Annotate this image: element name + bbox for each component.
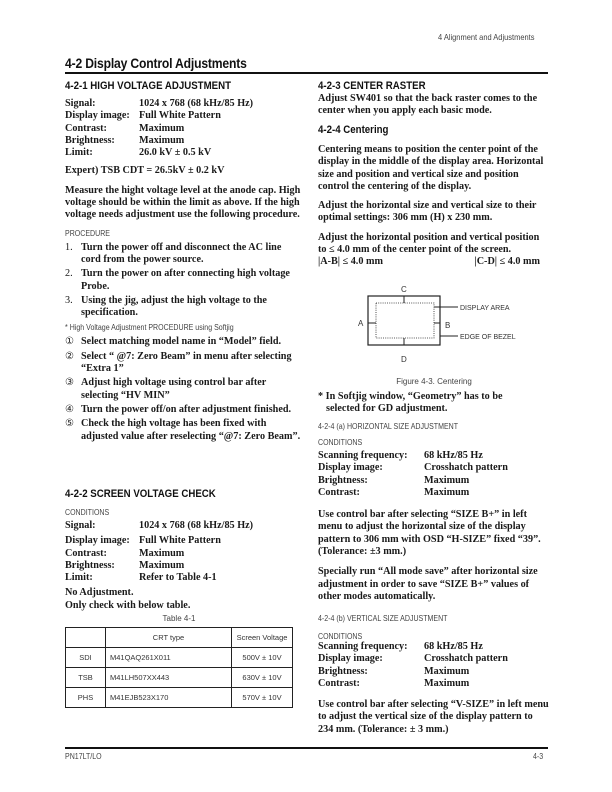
table-cell: 570V ± 10V bbox=[232, 688, 293, 708]
spec-key: Display image: bbox=[318, 462, 383, 474]
section-heading: 4-2-3 CENTER RASTER bbox=[318, 80, 426, 92]
tolerance-row bbox=[318, 256, 550, 268]
spec-value: Full White Pattern bbox=[139, 535, 221, 547]
label-c: C bbox=[401, 285, 407, 294]
no-adjustment-note: No Adjustment. bbox=[65, 587, 134, 599]
spec-key: Brightness: bbox=[65, 134, 115, 146]
spec-key: Display image: bbox=[65, 110, 130, 122]
spec-list bbox=[318, 641, 550, 690]
section-4-2-4a bbox=[318, 422, 550, 603]
label-b: B bbox=[445, 321, 451, 330]
spec-key: Scanning frequency: bbox=[318, 450, 408, 461]
section-4-2-4b bbox=[318, 614, 550, 736]
spec-value: Crosshatch pattern bbox=[424, 653, 508, 665]
spec-key: Brightness: bbox=[65, 559, 115, 571]
header-cell: Screen Voltage bbox=[232, 628, 293, 648]
step-number: ⑤ bbox=[65, 418, 75, 430]
spec-key: Signal: bbox=[65, 520, 96, 531]
conditions-label: CONDITIONS bbox=[318, 438, 363, 447]
step-number: 3. bbox=[65, 294, 73, 306]
table-row bbox=[66, 688, 293, 708]
footer-rule bbox=[65, 747, 548, 749]
spec-value: 1024 x 768 (68 kHz/85 Hz) bbox=[139, 520, 254, 531]
step-number: ① bbox=[65, 336, 75, 348]
ab-tolerance: |A-B| ≤ 4.0 mm bbox=[318, 256, 383, 268]
spec-key: Signal: bbox=[65, 98, 96, 109]
display-area-rect bbox=[376, 303, 434, 338]
softjig-steps bbox=[65, 336, 301, 442]
table-row bbox=[66, 668, 293, 688]
spec-list bbox=[65, 520, 301, 584]
spec-value: Maximum bbox=[424, 486, 470, 498]
table-cell: 500V ± 10V bbox=[232, 648, 293, 668]
figure-caption: Figure 4-3. Centering bbox=[396, 377, 472, 386]
paragraph: Measure the hight voltage level at the anode cap. High voltage should be within the limit as above. If the high voltage needs adjustment use the following procedure. bbox=[65, 184, 301, 221]
procedure-steps bbox=[65, 242, 301, 320]
spec-value: Refer to Table 4-1 bbox=[139, 572, 217, 584]
spec-key: Brightness: bbox=[318, 474, 368, 486]
section-heading: 4-2-4 Centering bbox=[318, 124, 389, 136]
table-cell: PHS bbox=[66, 688, 106, 708]
section-4-2-3 bbox=[318, 80, 550, 118]
expert-spec: Expert) TSB CDT = 26.5kV ± 0.2 kV bbox=[65, 165, 225, 177]
section-heading: 4-2-2 SCREEN VOLTAGE CHECK bbox=[65, 488, 216, 500]
spec-value: Maximum bbox=[139, 134, 185, 146]
step-number: ② bbox=[65, 350, 75, 362]
section-heading: 4-2-4 (a) HORIZONTAL SIZE ADJUSTMENT bbox=[318, 422, 459, 431]
footer-model: PN17LT/LO bbox=[65, 752, 102, 761]
label-a: A bbox=[358, 319, 364, 328]
spec-key: Limit: bbox=[65, 572, 93, 584]
display-area-label: DISPLAY AREA bbox=[460, 305, 510, 312]
spec-key: Contrast: bbox=[65, 547, 107, 559]
header-cell: CRT type bbox=[106, 628, 232, 648]
spec-key: Display image: bbox=[318, 653, 383, 665]
step-text: Select “ @7: Zero Beam” in menu after selecting “Extra 1” bbox=[81, 350, 292, 375]
spec-value: Full White Pattern bbox=[139, 110, 221, 122]
section-4-2-1 bbox=[65, 80, 301, 445]
spec-key: Contrast: bbox=[318, 677, 360, 689]
step-text: Turn the power off/on after adjustment finished. bbox=[81, 403, 292, 415]
spec-value: Crosshatch pattern bbox=[424, 462, 508, 474]
paragraph: Adjust the horizontal position and vertical position to ≤ 4.0 mm of the center point of the screen. bbox=[318, 231, 540, 256]
spec-value: Maximum bbox=[424, 665, 470, 677]
table-row bbox=[66, 648, 293, 668]
page-title: 4-2 Display Control Adjustments bbox=[65, 56, 247, 71]
title-rule bbox=[65, 72, 548, 74]
spec-list bbox=[318, 450, 550, 499]
spec-value: Maximum bbox=[424, 677, 470, 689]
cd-tolerance: |C-D| ≤ 4.0 mm bbox=[474, 256, 540, 268]
screen-voltage-table bbox=[65, 627, 293, 708]
spec-key: Scanning frequency: bbox=[318, 641, 408, 652]
spec-value: 68 kHz/85 Hz bbox=[424, 641, 483, 652]
table-cell: SDI bbox=[66, 648, 106, 668]
paragraph: Use control bar after selecting “SIZE B+” in left menu to adjust the horizontal size of the display pattern to 306 mm with OSD “H-SIZE” fixed “39”. (Tolerance: ±3 mm.) bbox=[318, 509, 541, 558]
step-text: Select matching model name in “Model” field. bbox=[81, 336, 282, 348]
paragraph: Centering means to position the center point of the display in the middle of the display area. Horizontal size and position and vertical size and position control the centering of the display. bbox=[318, 144, 544, 192]
page-number: 4-3 bbox=[533, 752, 544, 761]
centering-figure bbox=[350, 283, 530, 365]
spec-key: Display image: bbox=[65, 535, 130, 547]
section-4-2-4 bbox=[318, 124, 550, 269]
spec-value: Maximum bbox=[424, 474, 470, 486]
check-note: Only check with below table. bbox=[65, 599, 191, 611]
conditions-label: CONDITIONS bbox=[65, 508, 110, 517]
spec-list bbox=[65, 98, 301, 159]
paragraph: Use control bar after selecting “V-SIZE” in left menu to adjust the vertical size of the display pattern to 234 mm. (Tolerance: ± 3 mm.) bbox=[318, 699, 549, 735]
section-4-2-2 bbox=[65, 488, 301, 708]
spec-value: 68 kHz/85 Hz bbox=[424, 450, 483, 461]
section-heading: 4-2-4 (b) VERTICAL SIZE ADJUSTMENT bbox=[318, 614, 448, 623]
spec-key: Limit: bbox=[65, 147, 93, 159]
table-cell: M41EJB523X170 bbox=[106, 688, 232, 708]
spec-key: Brightness: bbox=[318, 665, 368, 677]
table-cell: TSB bbox=[66, 668, 106, 688]
section-heading: 4-2-1 HIGH VOLTAGE ADJUSTMENT bbox=[65, 80, 232, 92]
spec-key: Contrast: bbox=[318, 486, 360, 498]
softjig-note: * In Softjig window, “Geometry” has to be selected for GD adjustment. bbox=[318, 391, 503, 415]
table-caption: Table 4-1 bbox=[162, 614, 196, 624]
step-text: Check the high voltage has been fixed with adjusted value after reselecting “@7: Zero Beam”. bbox=[81, 418, 301, 442]
table-cell: M41QAQ261X011 bbox=[106, 648, 232, 668]
step-text: Using the jig, adjust the high voltage to the specification. bbox=[81, 294, 267, 319]
paragraph: Adjust SW401 so that the back raster comes to the center when you apply each basic mode. bbox=[318, 93, 538, 117]
spec-value: Maximum bbox=[139, 559, 185, 571]
paragraph: Adjust the horizontal size and vertical size to their optimal settings: 306 mm (H) x 230 mm. bbox=[318, 200, 537, 224]
step-text: Turn the power off and disconnect the AC line cord from the power source. bbox=[81, 241, 282, 265]
label-d: D bbox=[401, 355, 407, 364]
conditions-label: CONDITIONS bbox=[318, 632, 363, 641]
table-header-row bbox=[66, 628, 293, 648]
spec-value: 26.0 kV ± 0.5 kV bbox=[139, 147, 212, 159]
chapter-header: 4 Alignment and Adjustments bbox=[438, 32, 535, 42]
procedure-label: PROCEDURE bbox=[65, 228, 110, 238]
spec-value: 1024 x 768 (68 kHz/85 Hz) bbox=[139, 98, 254, 109]
bezel-label: EDGE OF BEZEL bbox=[460, 334, 516, 341]
table-cell: M41LH507XX443 bbox=[106, 668, 232, 688]
spec-value: Maximum bbox=[139, 122, 185, 134]
step-number: ③ bbox=[65, 377, 75, 389]
spec-key: Contrast: bbox=[65, 122, 107, 134]
step-text: Turn the power on after connecting high voltage Probe. bbox=[81, 268, 290, 292]
paragraph: Specially run “All mode save” after horizontal size adjustment in order to save “SIZE B+” values of other modes automatically. bbox=[318, 566, 538, 602]
step-number: 2. bbox=[65, 268, 73, 280]
step-text: Adjust high voltage using control bar after selecting “HV MIN” bbox=[81, 377, 267, 401]
step-number: 1. bbox=[65, 241, 73, 253]
spec-value: Maximum bbox=[139, 547, 185, 559]
table-cell: 630V ± 10V bbox=[232, 668, 293, 688]
step-number: ④ bbox=[65, 403, 75, 415]
header-cell bbox=[66, 628, 106, 648]
softjig-note: * High Voltage Adjustment PROCEDURE using Softjig bbox=[65, 323, 234, 333]
